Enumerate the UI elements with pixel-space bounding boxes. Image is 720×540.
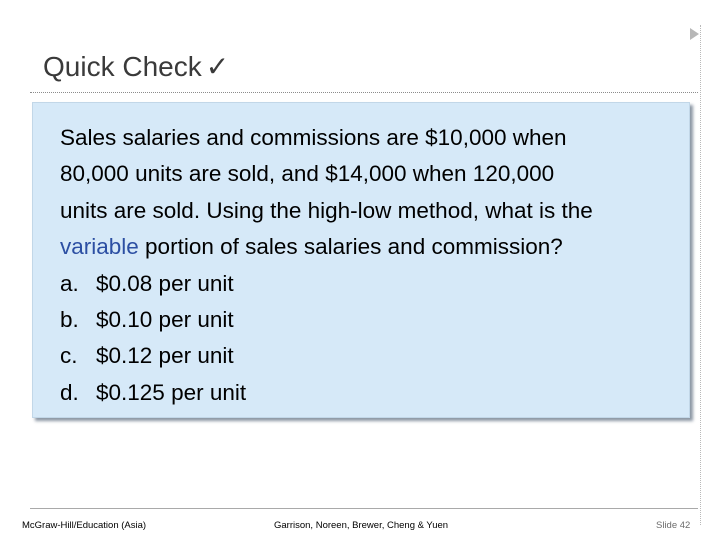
- checkmark-icon: ✓: [205, 51, 230, 82]
- footer-authors: Garrison, Noreen, Brewer, Cheng & Yuen: [274, 520, 449, 531]
- question-line-2: 80,000 units are sold, and $14,000 when 120,000: [60, 161, 555, 187]
- question-line-4-rest: portion of sales salaries and commission?: [138, 234, 563, 260]
- option-b: [60, 302, 690, 338]
- right-guide-line: [700, 25, 701, 525]
- triangle-arrow-icon: [690, 28, 699, 40]
- option-text: $0.08 per unit: [96, 270, 234, 296]
- option-letter: d.: [60, 379, 79, 405]
- option-c: [60, 338, 690, 374]
- option-letter: b.: [60, 307, 79, 333]
- question-text: [60, 120, 690, 411]
- title-divider: [30, 92, 698, 93]
- option-letter: c.: [60, 343, 78, 369]
- footer-publisher: McGraw-Hill/Education (Asia): [22, 520, 147, 531]
- slide-number: Slide 42: [656, 520, 691, 531]
- question-line-3: units are sold. Using the high-low method, what is the: [60, 197, 593, 223]
- option-a: [60, 266, 690, 302]
- option-letter: a.: [60, 270, 79, 296]
- option-text: $0.10 per unit: [96, 307, 234, 333]
- slide-title-text: Quick Check: [43, 51, 202, 82]
- slide-title: [43, 50, 229, 83]
- footer-divider: [30, 508, 698, 509]
- option-d: [60, 375, 690, 411]
- question-line-4: [60, 229, 690, 265]
- question-line-1: Sales salaries and commissions are $10,000 when: [60, 125, 567, 150]
- option-text: $0.12 per unit: [96, 343, 234, 369]
- option-text: $0.125 per unit: [96, 379, 247, 405]
- highlighted-word: variable: [60, 234, 139, 260]
